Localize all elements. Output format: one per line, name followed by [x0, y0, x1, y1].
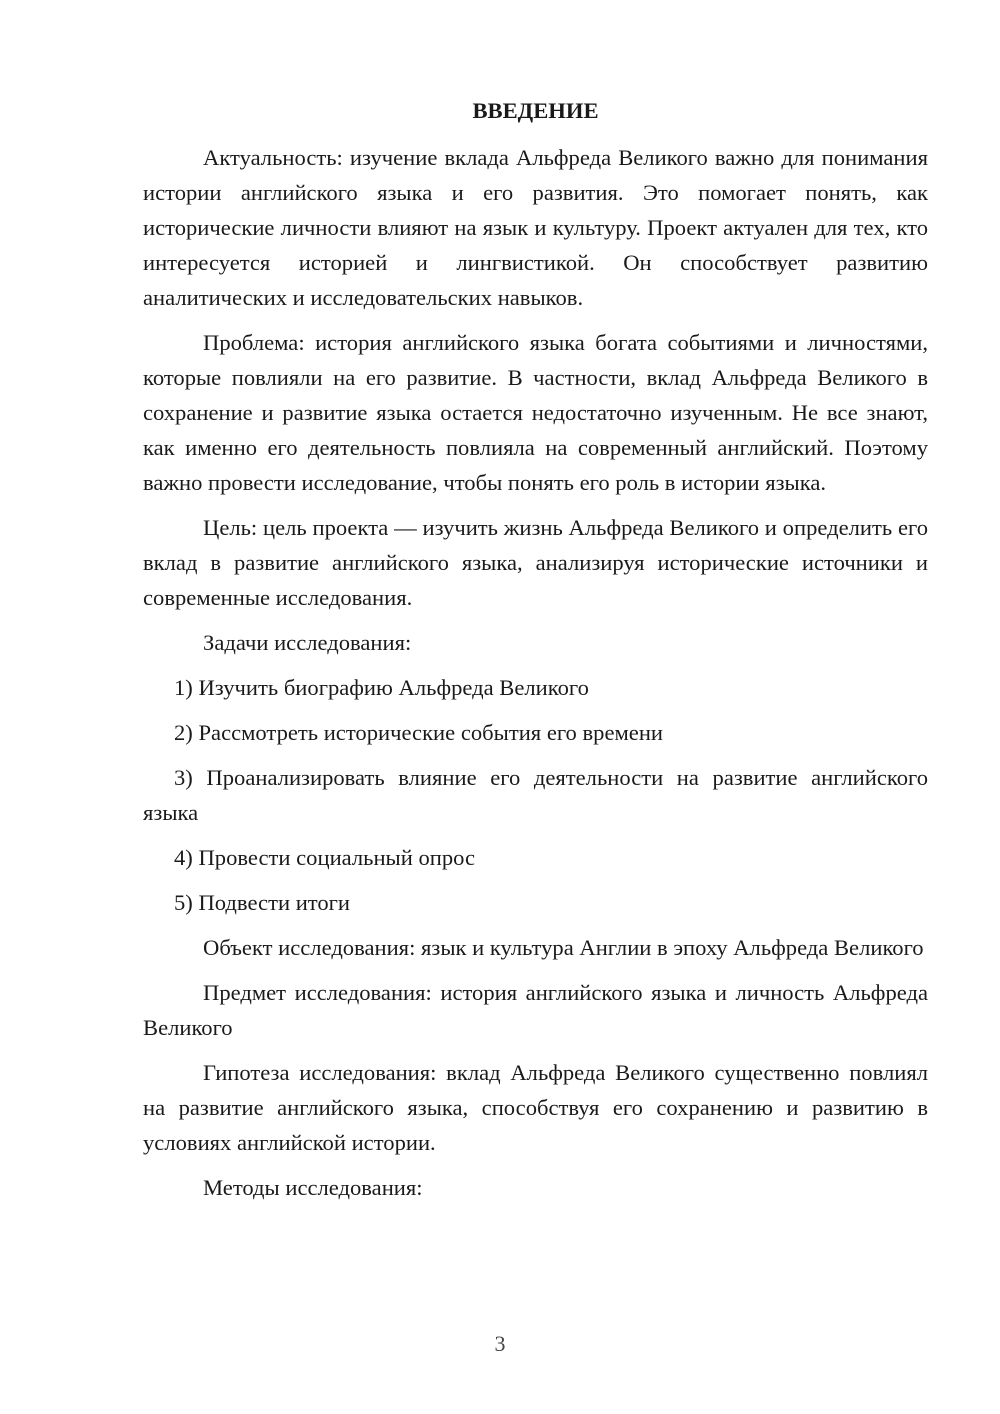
tasks-heading: Задачи исследования: [203, 630, 412, 655]
subject-paragraph: Предмет исследования: история английского языка и личность Альфреда Великого [143, 980, 928, 1040]
tasks-list [143, 670, 928, 920]
list-item: 3) Проанализировать влияние его деятельности на развитие английского языка [143, 765, 928, 825]
relevance-paragraph: Актуальность: изучение вклада Альфреда Великого важно для понимания истории английского языка и его развития. Это помогает понять, как исторические личности влияют на язык и культуру. Проект актуален для тех, кто интересуется историей и лингвистикой. Он способствует развитию аналитических и исследовательских навыков. [143, 145, 928, 310]
list-item: 5) Подвести итоги [174, 890, 351, 915]
goal-paragraph: Цель: цель проекта — изучить жизнь Альфреда Великого и определить его вклад в развитие английского языка, анализируя исторические источники и современные исследования. [143, 515, 928, 610]
problem-paragraph: Проблема: история английского языка богата событиями и личностями, которые повлияли на его развитие. В частности, вклад Альфреда Великого в сохранение и развитие языка остается недостаточно изученным. Не все знают, как именно его деятельность повлияла на современный английский. Поэтому важно провести исследование, чтобы понять его роль в истории языка. [143, 330, 928, 495]
object-paragraph: Объект исследования: язык и культура Англии в эпоху Альфреда Великого [203, 935, 924, 960]
list-item: 4) Провести социальный опрос [174, 845, 476, 870]
document-page [143, 96, 928, 1205]
hypothesis-paragraph: Гипотеза исследования: вклад Альфреда Великого существенно повлиял на развитие английского языка, способствуя его сохранению и развитию в условиях английской истории. [143, 1060, 928, 1155]
list-item: 2) Рассмотреть исторические события его времени [174, 720, 664, 745]
page-title: ВВЕДЕНИЕ [472, 98, 599, 123]
methods-heading: Методы исследования: [203, 1175, 423, 1200]
list-item: 1) Изучить биографию Альфреда Великого [174, 675, 589, 700]
page-number: 3 [494, 1331, 506, 1356]
